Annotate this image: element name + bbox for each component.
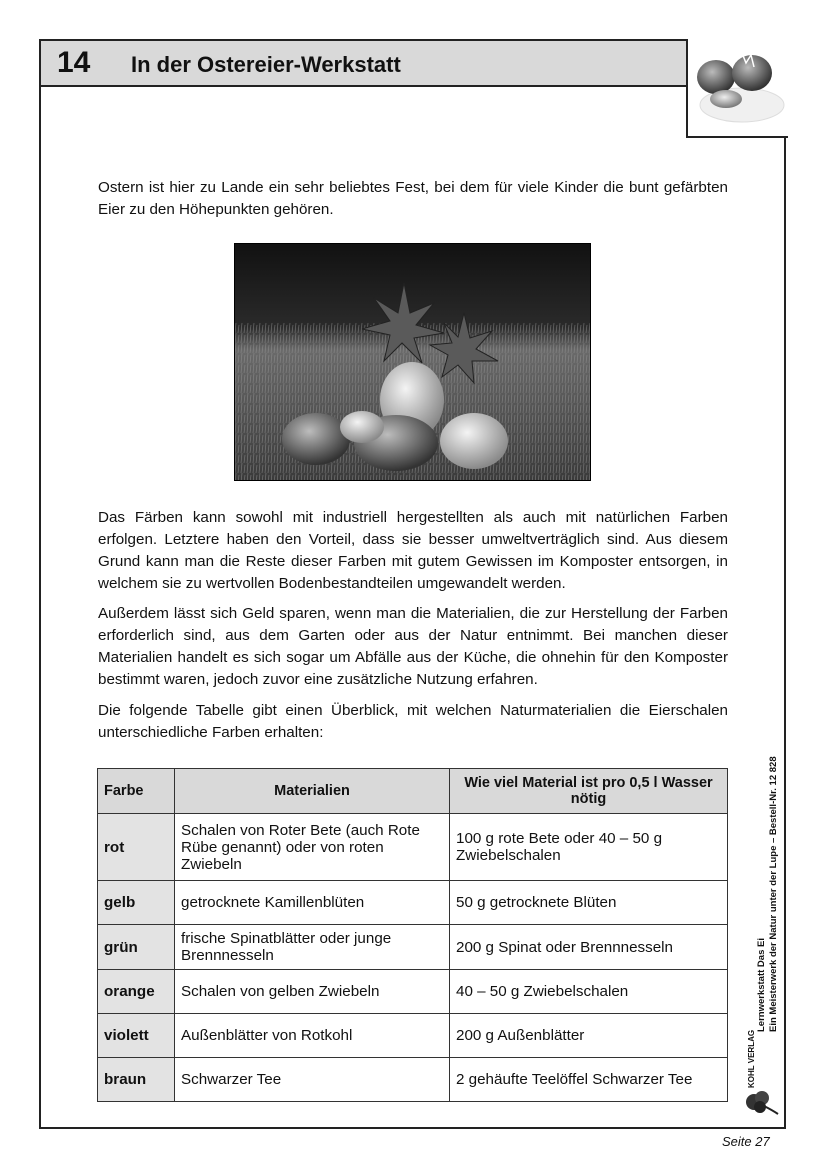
publisher-logo bbox=[744, 1029, 780, 1115]
color-cell: violett bbox=[98, 1014, 175, 1058]
page-title: In der Ostereier-Werkstatt bbox=[131, 52, 401, 77]
paragraph-3: Die folgende Tabelle gibt einen Überblick, mit welchen Naturmaterialien die Eierschalen unterschiedliche Farben erhalten: bbox=[98, 702, 728, 741]
amount-cell: 50 g getrocknete Blüten bbox=[450, 881, 728, 925]
intro-text: Ostern ist hier zu Lande ein sehr beliebtes Fest, bei dem für viele Kinder die bunt gefärbten Eier zu den Höhepunkten gehören. bbox=[98, 179, 728, 218]
tree-icon bbox=[744, 1088, 780, 1118]
paragraph-1: Das Färben kann sowohl mit industriell hergestellten als auch mit natürlichen Farben erfolgen. Letztere haben den Vorteil, dass sie besser umweltverträglich sind. Aus diesem Grund kann man die Reste dieser Farben mit gutem Gewissen im Komposter entsorgen, in welchem sie zu wertvollen Bodenbestandteilen umgewandelt werden. bbox=[98, 509, 728, 592]
amount-cell: 100 g rote Bete oder 40 – 50 g Zwiebelschalen bbox=[450, 814, 728, 881]
table-row bbox=[98, 1058, 728, 1102]
material-cell: getrocknete Kamillenblüten bbox=[175, 881, 450, 925]
paragraph-2: Außerdem lässt sich Geld sparen, wenn man die Materialien, die zur Herstellung der Farben erforderlich sind, aus dem Garten oder aus der Natur entnimmt. Bei manchen dieser Materialien handelt es sich sogar um Abfälle aus der Küche, die ohnehin für den Komposter bestimmt waren, jedoch zuvor eine zusätzliche Nutzung erfahren. bbox=[98, 605, 728, 688]
header-menge: Wie viel Material ist pro 0,5 l Wasser nötig bbox=[450, 769, 728, 814]
material-cell: Schalen von Roter Bete (auch Rote Rübe genannt) oder von roten Zwiebeln bbox=[175, 814, 450, 881]
header-bar bbox=[41, 41, 686, 87]
material-cell: frische Spinatblätter oder junge Brennnesseln bbox=[175, 925, 450, 970]
color-cell: rot bbox=[98, 814, 175, 881]
chapter-number: 14 bbox=[57, 46, 91, 79]
page-number: Seite 27 bbox=[722, 1134, 770, 1149]
table-row bbox=[98, 1014, 728, 1058]
side-credit-subtitle: Ein Meisterwerk der Natur unter der Lupe – Bestell-Nr. 12 828 bbox=[768, 756, 779, 1032]
egg-illustration bbox=[686, 39, 788, 138]
amount-cell: 200 g Spinat oder Brennnesseln bbox=[450, 925, 728, 970]
material-cell: Schwarzer Tee bbox=[175, 1058, 450, 1102]
table-row bbox=[98, 925, 728, 970]
color-cell: orange bbox=[98, 970, 175, 1014]
dye-materials-table bbox=[97, 768, 728, 1102]
material-cell: Schalen von gelben Zwiebeln bbox=[175, 970, 450, 1014]
table-row bbox=[98, 881, 728, 925]
amount-cell: 200 g Außenblätter bbox=[450, 1014, 728, 1058]
table-row bbox=[98, 814, 728, 881]
amount-cell: 2 gehäufte Teelöffel Schwarzer Tee bbox=[450, 1058, 728, 1102]
header-farbe: Farbe bbox=[98, 769, 175, 814]
easter-eggs-photo bbox=[234, 243, 591, 481]
header-materialien: Materialien bbox=[175, 769, 450, 814]
color-cell: grün bbox=[98, 925, 175, 970]
color-cell: gelb bbox=[98, 881, 175, 925]
side-credit bbox=[756, 740, 794, 1040]
color-cell: braun bbox=[98, 1058, 175, 1102]
side-credit-title: Lernwerkstatt Das Ei bbox=[756, 938, 767, 1032]
amount-cell: 40 – 50 g Zwiebelschalen bbox=[450, 970, 728, 1014]
table-row bbox=[98, 970, 728, 1014]
material-cell: Außenblätter von Rotkohl bbox=[175, 1014, 450, 1058]
table-header-row bbox=[98, 769, 728, 814]
publisher-name: KOHL VERLAG bbox=[747, 1029, 756, 1088]
